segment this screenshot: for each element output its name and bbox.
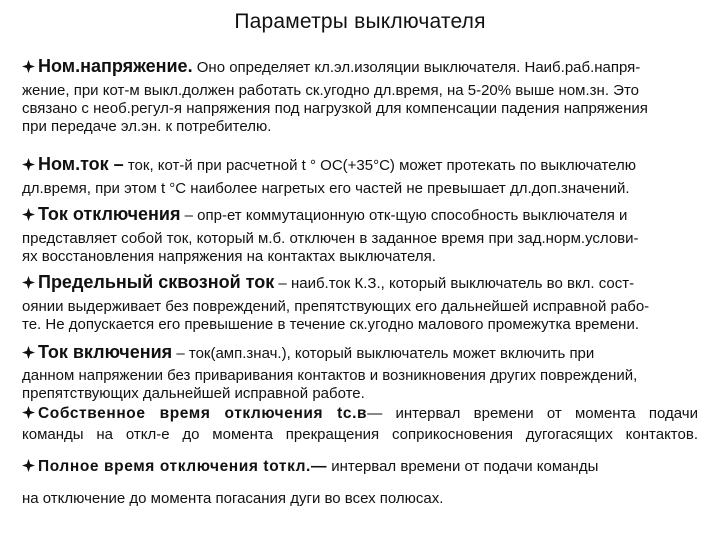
term: Ток включения xyxy=(38,342,173,362)
diamond-bullet-icon xyxy=(22,405,38,423)
diamond-bullet-icon xyxy=(22,345,38,363)
text-line: команды на откл-е до момента прекращения соприкосновения дугогасящих контактов. xyxy=(22,426,698,443)
diamond-bullet-icon xyxy=(22,275,38,293)
param-rated-voltage xyxy=(22,57,698,136)
text-line: дл.время, при этом t °С наиболее нагретых его частей не превышает дл.доп.значений. xyxy=(22,180,630,197)
slide-title: Параметры выключателя xyxy=(234,10,486,33)
lead-text: – ток(амп.знач.), который выключатель может включить при xyxy=(172,345,595,362)
text-line: ях восстановления напряжения на контактах выключателя. xyxy=(22,248,436,265)
text-line: на отключение до момента погасания дуги во всех полюсах. xyxy=(22,490,444,507)
text-line: данном напряжении без приваривания контактов и возникновения других повреждений, xyxy=(22,367,638,384)
term: Собственное время отключения tс.в xyxy=(38,405,368,422)
lead-text: – наиб.ток К.З., который выключатель во вкл. сост- xyxy=(274,275,635,292)
text-line: при передаче эл.эн. к потребителю. xyxy=(22,118,272,135)
lead-text: — интервал времени от момента подачи xyxy=(367,405,698,422)
term: Ном.напряжение. xyxy=(38,56,193,76)
diamond-bullet-icon xyxy=(22,458,38,476)
text-line: представляет собой ток, который м.б. отключен в заданное время при зад.норм.услови- xyxy=(22,230,639,247)
term: Ток отключения xyxy=(38,204,181,224)
term: Ном.ток – xyxy=(38,154,124,174)
text-line: препятствующих дальнейшей исправной работе. xyxy=(22,385,365,402)
param-breaking-current xyxy=(22,205,698,266)
lead-text: Оно определяет кл.эл.изоляции выключателя. Наиб.раб.напря- xyxy=(192,59,641,76)
term: Полное время отключения tоткл.— xyxy=(38,458,328,475)
text-line: жение, при кот-м выкл.должен работать ск.угодно дл.время, на 5-20% выше ном.зн. Это xyxy=(22,82,639,99)
param-own-opening-time xyxy=(22,405,698,444)
param-total-opening-time xyxy=(22,458,698,508)
term: Предельный сквозной ток xyxy=(38,272,275,292)
param-rated-current xyxy=(22,155,698,198)
lead-text: ток, кот-й при расчетной t ° ОС(+35°С) может протекать по выключателю xyxy=(123,157,636,174)
text-line: оянии выдерживает без повреждений, препятствующих его дальнейшей исправной рабо- xyxy=(22,298,650,315)
diamond-bullet-icon xyxy=(22,207,38,225)
diamond-bullet-icon xyxy=(22,157,38,175)
lead-text: – опр-ет коммутационную отк-щую способность выключателя и xyxy=(180,207,628,224)
text-line: связано с необ.регул-я напряжения под нагрузкой для компенсации падения напряжения xyxy=(22,100,648,117)
param-through-current xyxy=(22,273,698,334)
param-making-current xyxy=(22,343,698,403)
diamond-bullet-icon xyxy=(22,59,38,77)
text-line: те. Не допускается его превышение в течение ск.угодно малового промежутка времени. xyxy=(22,316,639,333)
lead-text: интервал времени от подачи команды xyxy=(327,458,599,475)
